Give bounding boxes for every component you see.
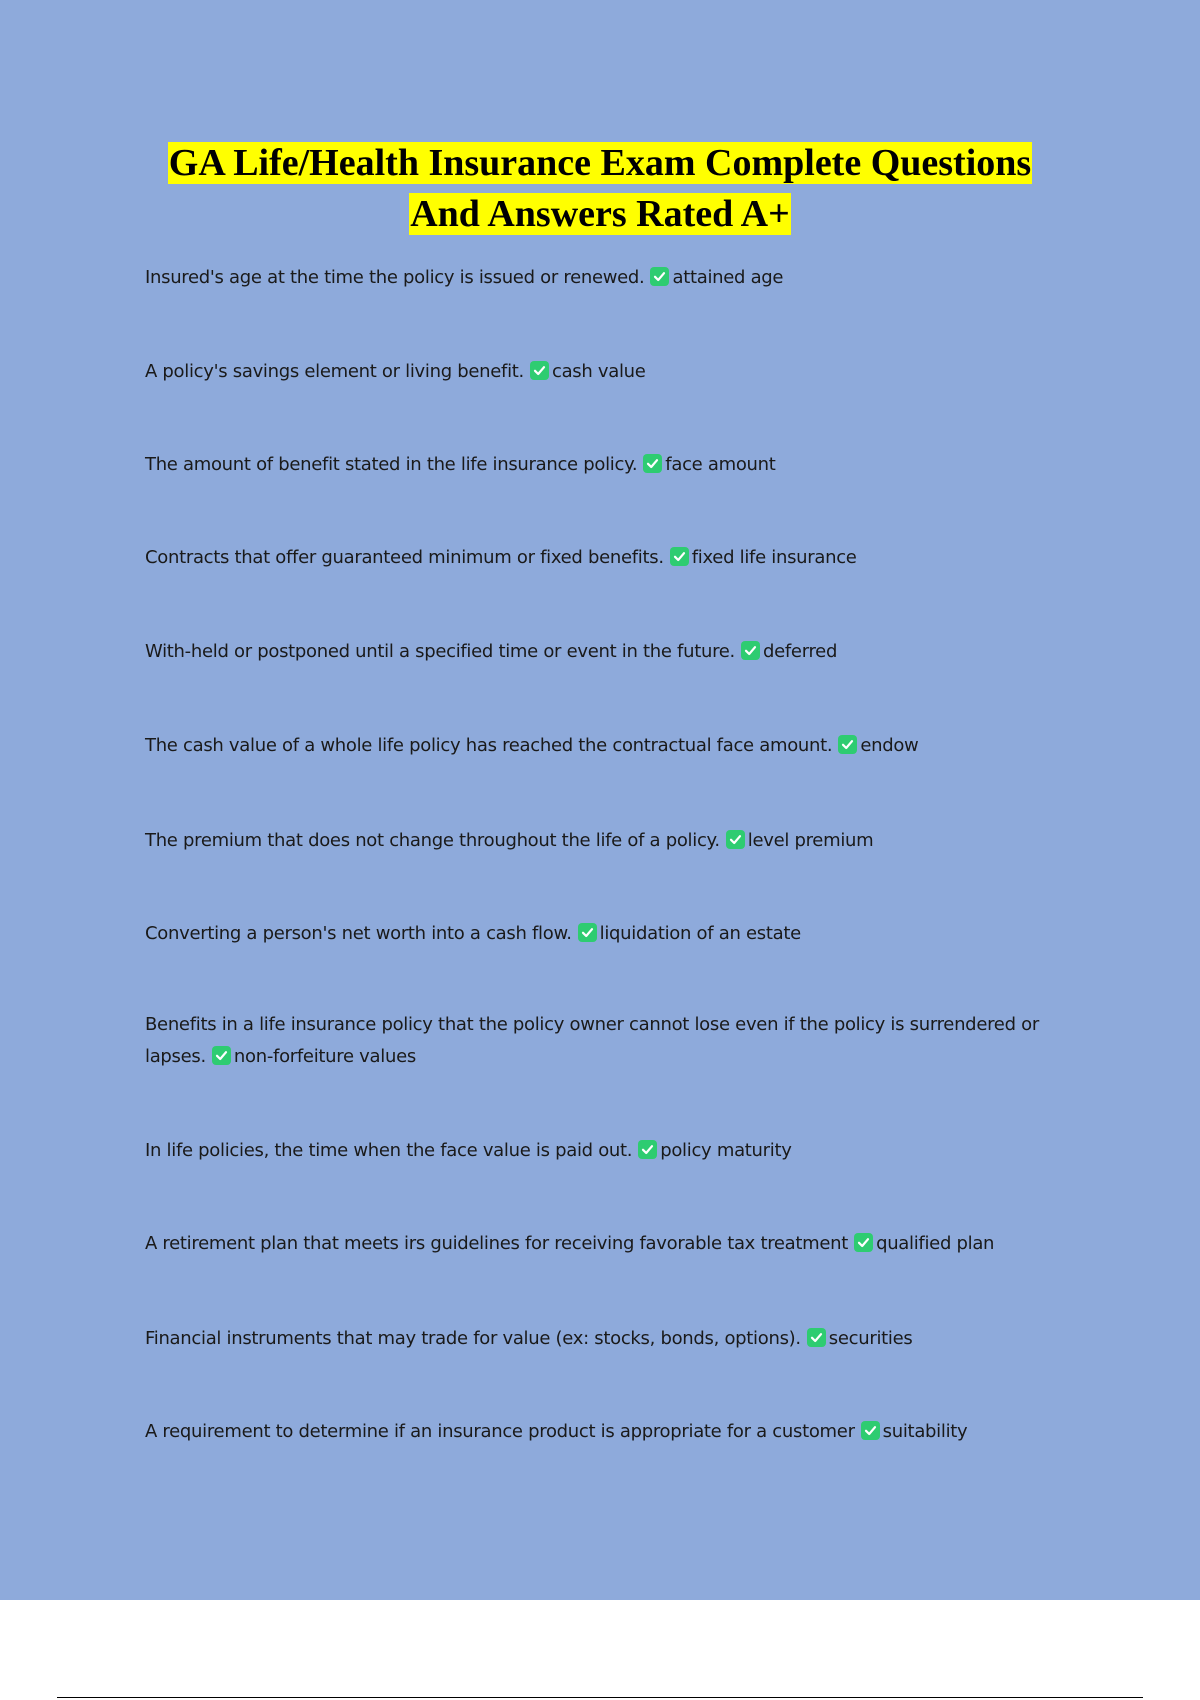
answer-text: non-forfeiture values: [233, 1046, 416, 1067]
qa-item: [145, 1135, 1080, 1167]
green-checkmark-icon: [638, 1140, 657, 1159]
question-text: With-held or postponed until a specified time or event in the future.: [145, 641, 735, 662]
qa-item: [145, 918, 1080, 950]
answer-text: suitability: [882, 1421, 968, 1442]
answer-text: fixed life insurance: [691, 547, 857, 568]
green-checkmark-icon: [212, 1046, 231, 1065]
answer-text: deferred: [762, 641, 838, 662]
qa-item: [145, 1009, 1080, 1073]
title-line-2: And Answers Rated A+: [410, 193, 790, 235]
green-checkmark-icon: [530, 361, 549, 380]
green-checkmark-icon: [643, 454, 662, 473]
qa-item: [145, 542, 1080, 574]
footer-divider: [57, 1697, 1143, 1698]
question-text: Contracts that offer guaranteed minimum or fixed benefits.: [145, 547, 664, 568]
green-checkmark-icon: [807, 1328, 826, 1347]
green-checkmark-icon: [741, 641, 760, 660]
answer-text: cash value: [551, 361, 646, 382]
question-text: A policy's savings element or living benefit.: [145, 361, 524, 382]
question-text: In life policies, the time when the face value is paid out.: [145, 1140, 633, 1161]
answer-text: level premium: [747, 830, 874, 851]
green-checkmark-icon: [838, 735, 857, 754]
document-title: [100, 138, 1100, 240]
question-text: The cash value of a whole life policy has reached the contractual face amount.: [145, 735, 833, 756]
green-checkmark-icon: [670, 547, 689, 566]
green-checkmark-icon: [650, 267, 669, 286]
qa-item: [145, 1323, 1080, 1355]
green-checkmark-icon: [854, 1233, 873, 1252]
answer-text: securities: [828, 1328, 913, 1349]
question-text: Financial instruments that may trade for value (ex: stocks, bonds, options).: [145, 1328, 801, 1349]
qa-item: [145, 449, 1080, 481]
green-checkmark-icon: [726, 830, 745, 849]
green-checkmark-icon: [861, 1421, 880, 1440]
answer-text: qualified plan: [876, 1233, 995, 1254]
answer-text: attained age: [672, 267, 784, 288]
qa-item: [145, 730, 1080, 762]
qa-item: [145, 825, 1080, 857]
qa-item: [145, 636, 1080, 668]
qa-item: [145, 1228, 1080, 1260]
question-text: A requirement to determine if an insurance product is appropriate for a customer: [145, 1421, 855, 1442]
green-checkmark-icon: [578, 923, 597, 942]
qa-item: [145, 356, 1080, 388]
qa-item: [145, 262, 1080, 294]
question-text: Benefits in a life insurance policy that the policy owner cannot lose even if the policy is surrendered or lapses.: [145, 1014, 1039, 1067]
question-text: Converting a person's net worth into a cash flow.: [145, 923, 572, 944]
question-text: The amount of benefit stated in the life insurance policy.: [145, 454, 638, 475]
answer-text: face amount: [665, 454, 776, 475]
title-line-1: GA Life/Health Insurance Exam Complete Questions: [168, 142, 1032, 184]
question-text: A retirement plan that meets irs guidelines for receiving favorable tax treatment: [145, 1233, 849, 1254]
question-text: The premium that does not change throughout the life of a policy.: [145, 830, 720, 851]
answer-text: endow: [860, 735, 919, 756]
answer-text: liquidation of an estate: [599, 923, 801, 944]
question-text: Insured's age at the time the policy is issued or renewed.: [145, 267, 645, 288]
qa-item: [145, 1416, 1080, 1448]
answer-text: policy maturity: [660, 1140, 792, 1161]
